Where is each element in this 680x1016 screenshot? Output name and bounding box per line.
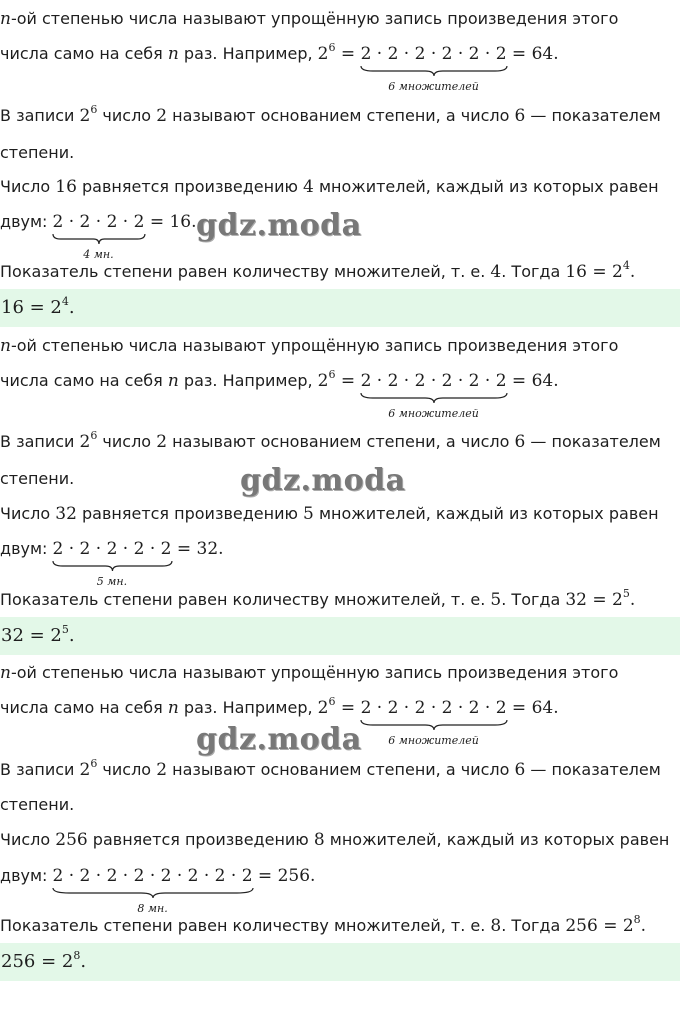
product-with-brace: 2 · 2 · 2 · 2 · 2 · 2 6 множителей xyxy=(361,698,507,718)
brace-label: 4 мн. xyxy=(83,248,114,261)
conclusion-line: Показатель степени равен количеству множителей, т. е. 5. Тогда $32 = 2^5$. xyxy=(0,587,636,610)
var-n: n xyxy=(0,9,11,29)
terms-line-1: В записи $2^6$ число 2 называют основанием степени, а число 6 — показателем xyxy=(0,429,661,452)
terms-line-1: В записи $2^6$ число 2 называют основанием степени, а число 6 — показателем xyxy=(0,757,661,780)
brace-label: 6 множителей xyxy=(388,734,479,747)
product-with-brace: 2 · 2 · 2 · 2 4 мн. xyxy=(53,212,145,232)
var-n: n xyxy=(0,663,11,683)
fact-line-2: двум: 2 · 2 · 2 · 2 · 2 5 мн. = 32. xyxy=(0,539,224,559)
answer-box: $16 = 2^4$. xyxy=(0,289,680,327)
conclusion-line: Показатель степени равен количеству множителей, т. е. 4. Тогда $16 = 2^4$. xyxy=(0,259,636,282)
underbrace-icon xyxy=(53,561,172,571)
answer-box: $32 = 2^5$. xyxy=(0,617,680,655)
fact-line-2: двум: 2 · 2 · 2 · 2 4 мн. = 16. xyxy=(0,212,197,232)
brace-label: 8 мн. xyxy=(137,902,168,915)
fact-line-1: Число 256 равняется произведению 8 множителей, каждый из которых равен xyxy=(0,830,670,850)
product-with-brace: 2 · 2 · 2 · 2 · 2 · 2 6 множителей xyxy=(361,44,507,64)
underbrace-icon xyxy=(361,66,507,76)
brace-label: 6 множителей xyxy=(388,407,479,420)
product-with-brace: 2 · 2 · 2 · 2 · 2 5 мн. xyxy=(53,539,172,559)
definition-line-2: числа само на себя n раз. Например, $2^6 = 2 \cdot 2 \cdot 2 \cdot 2 \cdot 2 \cdot 2$ 6 множителей = 64. xyxy=(0,698,559,718)
terms-line-2: степени. xyxy=(0,469,75,488)
fact-line-1: Число 32 равняется произведению 5 множителей, каждый из которых равен xyxy=(0,504,659,524)
watermark-logo: gdz.moda xyxy=(196,208,362,243)
product-with-brace: 2 · 2 · 2 · 2 · 2 · 2 · 2 · 2 8 мн. xyxy=(53,866,253,886)
underbrace-icon xyxy=(361,393,507,403)
watermark-logo: gdz.moda xyxy=(196,722,362,757)
definition-line-1: n-ой степенью числа называют упрощённую запись произведения этого xyxy=(0,663,619,683)
underbrace-icon xyxy=(53,888,253,898)
underbrace-icon xyxy=(53,234,145,244)
product-with-brace: 2 · 2 · 2 · 2 · 2 · 2 6 множителей xyxy=(361,371,507,391)
terms-line-1: В записи $2^6$ число 2 называют основанием степени, а число 6 — показателем xyxy=(0,103,661,126)
definition-line-2: числа само на себя n раз. Например, $2^6 = 2 \cdot 2 \cdot 2 \cdot 2 \cdot 2 \cdot 2$ 6 множителей = 64. xyxy=(0,371,559,391)
definition-line-1: n-ой степенью числа называют упрощённую запись произведения этого xyxy=(0,336,619,356)
conclusion-line: Показатель степени равен количеству множителей, т. е. 8. Тогда $256 = 2^8$. xyxy=(0,913,647,936)
fact-line-2: двум: 2 · 2 · 2 · 2 · 2 · 2 · 2 · 2 8 мн. = 256. xyxy=(0,866,315,886)
brace-label: 5 мн. xyxy=(96,575,128,588)
fact-line-1: Число 16 равняется произведению 4 множителей, каждый из которых равен xyxy=(0,177,659,197)
definition-line-2: числа само на себя n раз. Например, $2^6 = 2 \cdot 2 \cdot 2 \cdot 2 \cdot 2 \cdot 2$ 6 множителей = 64. xyxy=(0,44,559,64)
terms-line-2: степени. xyxy=(0,795,75,814)
answer-box: $256 = 2^8$. xyxy=(0,943,680,981)
var-n: n xyxy=(0,336,11,356)
watermark-logo: gdz.moda xyxy=(240,463,406,498)
underbrace-icon xyxy=(361,720,507,730)
brace-label: 6 множителей xyxy=(388,80,479,93)
definition-line-1: n-ой степенью числа называют упрощённую запись произведения этого xyxy=(0,9,619,29)
terms-line-2: степени. xyxy=(0,143,75,162)
